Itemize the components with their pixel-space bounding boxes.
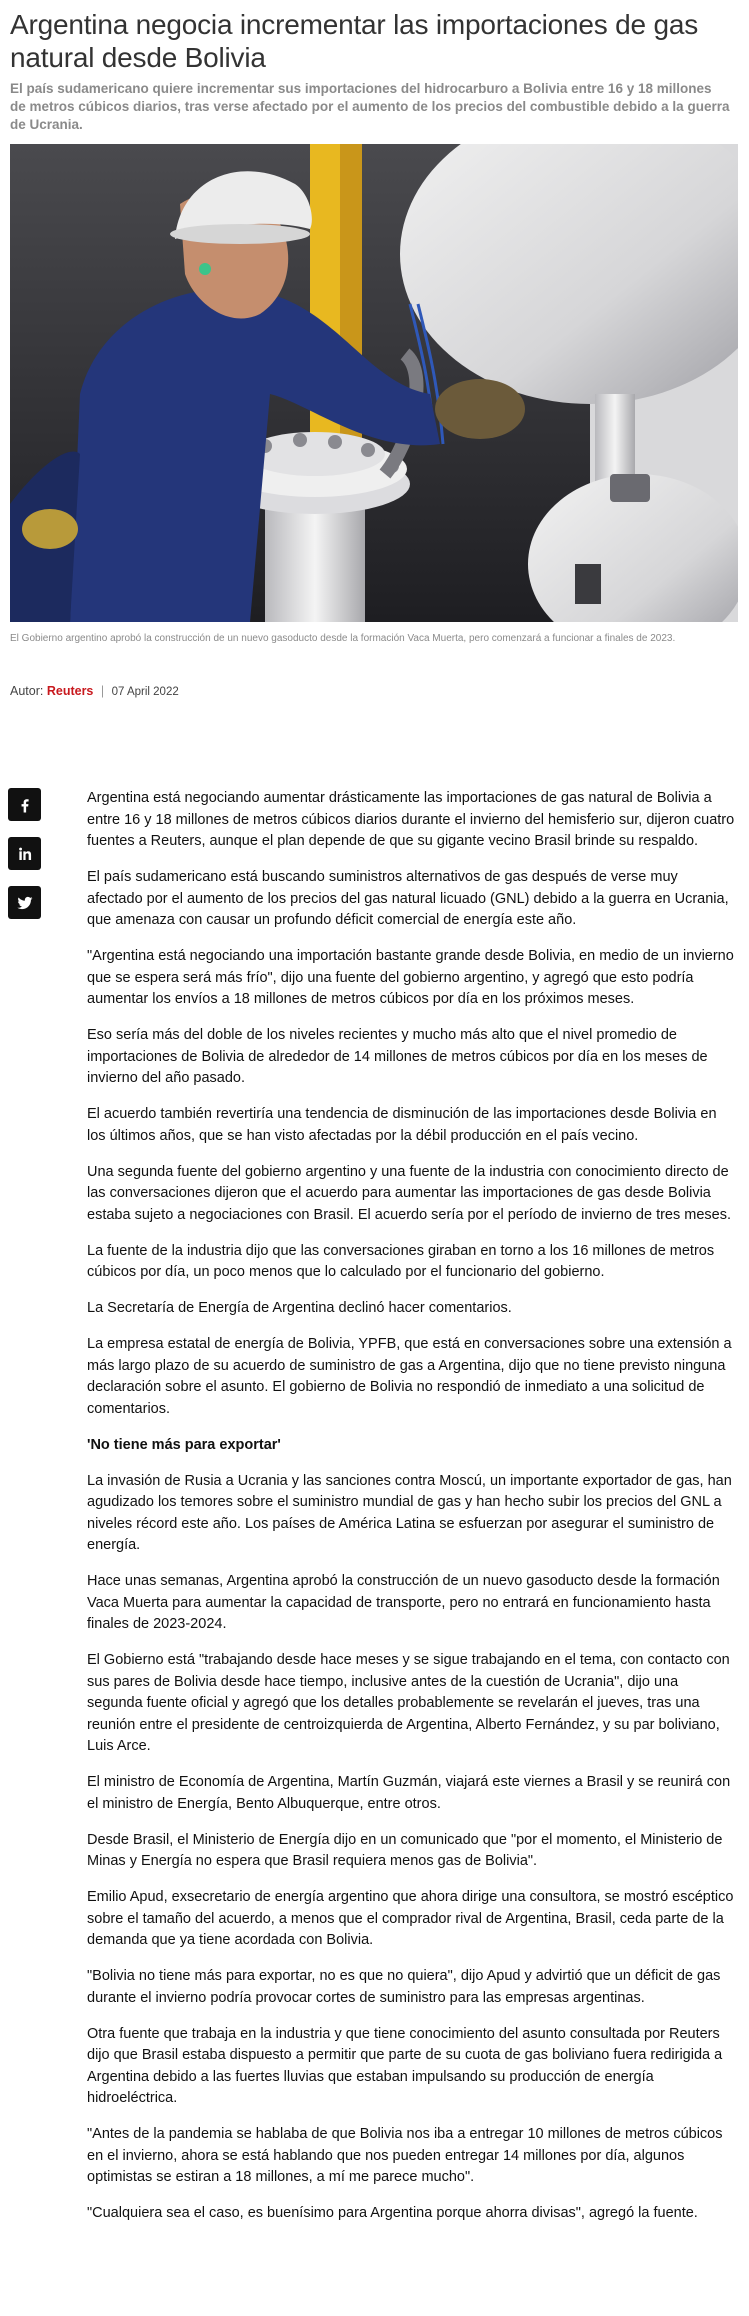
article-paragraph: "Antes de la pandemia se hablaba de que Bolivia nos iba a entregar 10 millones de metros cúbicos en el invierno, ahora se está hablando que nos pueden entregar 14 millones por día, algunos optimistas se estiran a 18 millones, a mí me parece mucho". bbox=[87, 2126, 723, 2185]
share-facebook-button[interactable] bbox=[8, 788, 41, 821]
article-paragraph: Argentina está negociando aumentar drásticamente las importaciones de gas natural de Bolivia a entre 16 y 18 millones de metros cúbicos diarios durante el invierno del hemisferio sur, dijeron cuatro fuentes a Reuters, aunque el plan depende de que su gigante vecino Brasil brinde su respaldo. bbox=[87, 790, 735, 849]
share-linkedin-button[interactable] bbox=[8, 837, 41, 870]
article-paragraph: La fuente de la industria dijo que las conversaciones giraban en torno a los 16 millones de metros cúbicos por día, un poco menos que lo calculado por el funcionario del gobierno. bbox=[87, 1242, 715, 1280]
article-subtitle: El país sudamericano quiere incrementar sus importaciones del hidrocarburo a Bolivia entre 16 y 18 millones de metros cúbicos diarios, tras verse afectado por el aumento de los precios del combustible debido a la guerra de Ucrania. bbox=[10, 81, 730, 132]
article-paragraph: Emilio Apud, exsecretario de energía argentino que ahora dirige una consultora, se mostró escéptico sobre el tamaño del acuerdo, a menos que el comprador rival de Argentina, Brasil, ceda parte de la demanda que ya tiene acordada con Bolivia. bbox=[87, 1889, 734, 1948]
byline bbox=[10, 684, 179, 698]
linkedin-icon bbox=[16, 845, 34, 863]
article-paragraph: La invasión de Rusia a Ucrania y las sanciones contra Moscú, un importante exportador de gas, han agudizado los temores sobre el suministro mundial de gas y han hecho subir los precios del GNL a niveles récord este año. Los países de América Latina se esfuerzan por asegurar el suministro de energía. bbox=[87, 1472, 732, 1553]
share-twitter-button[interactable] bbox=[8, 886, 41, 919]
article-paragraph: Otra fuente que trabaja en la industria y que tiene conocimiento del asunto consultada por Reuters dijo que Brasil estaba dispuesto a permitir que parte de su cuota de gas boliviano fuera redirigida a Argentina debido a las fuertes lluvias que estaban impulsando su producción de energía hidroeléctrica. bbox=[87, 2025, 723, 2106]
author-link[interactable]: Reuters bbox=[46, 684, 94, 698]
article-paragraph: El Gobierno está "trabajando desde hace meses y se sigue trabajando en el tema, con contacto con sus pares de Bolivia desde hace tiempo, inclusive antes de la cuestión de Ucrania", dijo una segunda fuente oficial y agregó que los detalles probablemente se revelarán el jueves, tras una reunión entre el presidente de centroizquierda de Argentina, Alberto Fernández, y su par boliviano, Luis Arce. bbox=[87, 1652, 730, 1754]
article-paragraph: Desde Brasil, el Ministerio de Energía dijo en un comunicado que "por el momento, el Ministerio de Minas y Energía no espera que Brasil requiera menos gas de Bolivia". bbox=[87, 1831, 723, 1869]
article-title: Argentina negocia incrementar las importaciones de gas natural desde Bolivia bbox=[10, 9, 699, 73]
author-label: Autor: bbox=[10, 684, 44, 698]
article-paragraph: "Cualquiera sea el caso, es buenísimo para Argentina porque ahorra divisas", agregó la fuente. bbox=[87, 2205, 698, 2221]
twitter-icon bbox=[16, 894, 34, 912]
article-paragraph: El ministro de Economía de Argentina, Martín Guzmán, viajará este viernes a Brasil y se reunirá con el ministro de Energía, Bento Albuquerque, entre otros. bbox=[87, 1774, 731, 1812]
image-caption: El Gobierno argentino aprobó la construcción de un nuevo gasoducto desde la formación Vaca Muerta, pero comenzará a funcionar a finales de 2023. bbox=[10, 633, 676, 644]
byline-separator: | bbox=[100, 684, 105, 698]
article-photo bbox=[10, 144, 738, 622]
article-paragraph: "Argentina está negociando una importación bastante grande desde Bolivia, en medio de un invierno que se espera será más frío", dijo una fuente del gobierno argentino, y agregó que esto podría aumentar los envíos a 18 millones de metros cúbicos por día en los próximos meses. bbox=[87, 948, 734, 1007]
article-body bbox=[87, 788, 737, 2239]
article-paragraph: La empresa estatal de energía de Bolivia, YPFB, que está en conversaciones sobre una extensión a más largo plazo de su acuerdo de suministro de gas a Argentina, dijo que no tiene previsto ninguna declaración sobre el asunto. El gobierno de Bolivia no respondió de inmediato a una solicitud de comentarios. bbox=[87, 1336, 732, 1417]
publish-date: 07 April 2022 bbox=[111, 686, 179, 698]
article-paragraph: "Bolivia no tiene más para exportar, no es que no quiera", dijo Apud y advirtió que un déficit de gas durante el invierno podría provocar cortes de suministro para las empresas argentinas. bbox=[87, 1968, 721, 2006]
article-paragraph: Una segunda fuente del gobierno argentino y una fuente de la industria con conocimiento directo de las conversaciones dijeron que el acuerdo para aumentar las importaciones de gas desde Bolivia estaba sujeto a negociaciones con Brasil. El acuerdo sería por el período de invierno de tres meses. bbox=[87, 1163, 732, 1223]
article-paragraph: El país sudamericano está buscando suministros alternativos de gas después de verse muy afectado por el aumento de los precios del gas natural licuado (GNL) debido a la guerra en Ucrania, que amenaza con causar un profundo déficit comercial de energía este año. bbox=[87, 869, 729, 928]
article-paragraph: El acuerdo también revertiría una tendencia de disminución de las importaciones desde Bolivia en los últimos años, que se han visto afectadas por la débil producción en el país vecino. bbox=[87, 1106, 717, 1144]
facebook-icon bbox=[16, 796, 34, 814]
article-paragraph: Eso sería más del doble de los niveles recientes y mucho más alto que el nivel promedio de importaciones de Bolivia de alrededor de 14 millones de metros cúbicos por día en los meses de invierno del año pasado. bbox=[87, 1027, 708, 1086]
article-paragraph: Hace unas semanas, Argentina aprobó la construcción de un nuevo gasoducto desde la formación Vaca Muerta para aumentar la capacidad de transporte, pero no entrará en funcionamiento hasta finales de 2023-2024. bbox=[87, 1573, 720, 1632]
article-paragraph: La Secretaría de Energía de Argentina declinó hacer comentarios. bbox=[87, 1300, 512, 1316]
article-subheading: 'No tiene más para exportar' bbox=[87, 1436, 281, 1453]
